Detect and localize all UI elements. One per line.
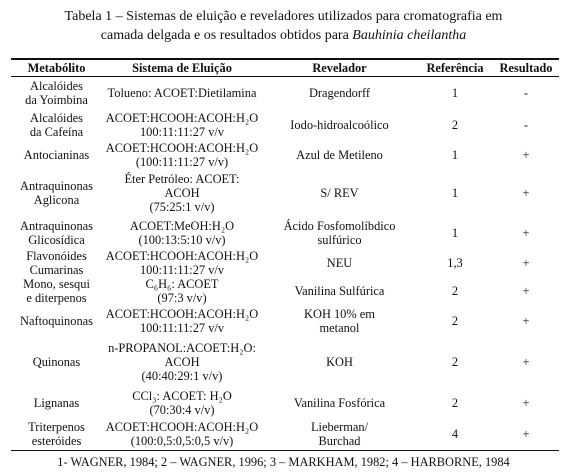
cell-metabolito: Alcalóides da Cafeína xyxy=(29,110,84,139)
cell-resultado: - xyxy=(523,117,529,132)
header-resultado: Resultado xyxy=(493,59,559,77)
cell-resultado: - xyxy=(523,85,529,100)
cell-resultado: + xyxy=(493,419,559,451)
cell-revelador: S/ REV xyxy=(320,185,359,200)
cell-revelador: Ácido Fosfomolíbdico sulfúrico xyxy=(283,218,396,247)
cell-metabolito: Alcalóides da Yoimbina xyxy=(25,78,88,107)
cell-referencia: 2 xyxy=(451,283,459,298)
caption-line-2-text: camada delgada e os resultados obtidos para xyxy=(100,28,353,43)
cell-sistema: ACOET:MeOH:H₂O (100:13:5:10 v/v) xyxy=(129,218,235,247)
table-row xyxy=(11,141,559,169)
cell-metabolito: Antraquinonas Glicosídica xyxy=(20,218,93,247)
cell-revelador: Lieberman/ Burchad xyxy=(262,419,417,451)
cell-resultado: + xyxy=(522,395,530,410)
table-row xyxy=(11,249,559,277)
table-row xyxy=(11,109,559,141)
table-caption xyxy=(0,7,567,45)
cell-referencia: 2 xyxy=(451,354,459,369)
cell-resultado: + xyxy=(522,354,530,369)
header-revelador: Revelador xyxy=(262,59,417,77)
cell-referencia: 2 xyxy=(451,117,459,132)
cell-revelador: Azul de Metileno xyxy=(296,147,383,162)
cell-sistema: n-PROPANOL:ACOET:H₂O: ACOH (40:40:29:1 v/v) xyxy=(108,340,256,383)
cell-sistema: C₆H₆: ACOET (97:3 v/v) xyxy=(145,276,219,305)
cell-sistema: ACOET:HCOOH:ACOH:H₂O 100:11:11:27 v/v xyxy=(105,248,259,277)
header-sistema: Sistema de Eluição xyxy=(102,59,262,77)
cell-sistema: ACOET:HCOOH:ACOH:H₂O (100:0,5:0,5:0,5 v/v) xyxy=(102,419,262,451)
cell-referencia: 1 xyxy=(451,147,459,162)
cell-sistema: Éter Petróleo: ACOET: ACOH (75:25:1 v/v) xyxy=(124,171,240,214)
header-referencia: Referência xyxy=(417,59,493,77)
cell-resultado: + xyxy=(522,255,530,270)
cell-sistema: CCl₃: ACOET: H₂O (70:30:4 v/v) xyxy=(132,388,232,417)
cell-referencia: 4 xyxy=(417,419,493,451)
table-row xyxy=(11,169,559,217)
cell-revelador: KOH xyxy=(326,354,353,369)
header-metabolito: Metabólito xyxy=(11,59,102,77)
cell-referencia: 2 xyxy=(451,395,459,410)
cell-metabolito: Mono, sesqui e diterpenos xyxy=(23,276,90,305)
cell-resultado: + xyxy=(522,313,530,328)
cell-referencia: 1 xyxy=(451,85,459,100)
table-row xyxy=(11,387,559,419)
table-row xyxy=(11,337,559,387)
cell-sistema: ACOET:HCOOH:ACOH:H₂O 100:11:11:27 v/v xyxy=(105,110,259,139)
cell-sistema: Tolueno: ACOET:Dietilamina xyxy=(107,85,257,100)
cell-referencia: 1 xyxy=(451,185,459,200)
table-row xyxy=(11,277,559,305)
table-header-row xyxy=(11,59,559,77)
cell-referencia: 1 xyxy=(451,225,459,240)
cell-referencia: 1,3 xyxy=(447,255,463,270)
cell-revelador: Dragendorff xyxy=(308,85,370,100)
cell-metabolito: Antraquinonas Aglicona xyxy=(20,178,93,207)
cell-revelador: Vanilina Fosfórica xyxy=(293,395,386,410)
cell-resultado: + xyxy=(522,147,530,162)
table-row xyxy=(11,77,559,109)
cell-metabolito: Antocianinas xyxy=(23,147,90,162)
table-row xyxy=(11,305,559,337)
cell-sistema: ACOET:HCOOH:ACOH:H₂O 100:11:11:27 v/v xyxy=(105,306,259,335)
cell-resultado: + xyxy=(522,225,530,240)
cell-metabolito: Flavonóides Cumarinas xyxy=(26,248,87,277)
table-body xyxy=(11,77,559,451)
caption-line-1: Tabela 1 – Sistemas de eluição e reveladores utilizados para cromatografia em xyxy=(64,9,503,24)
table-row xyxy=(11,217,559,249)
cell-revelador: Vanilina Sulfúrica xyxy=(294,283,385,298)
cell-revelador: KOH 10% em metanol xyxy=(304,306,375,335)
references-footnote: 1- WAGNER, 1984; 2 – WAGNER, 1996; 3 – MARKHAM, 1982; 4 – HARBORNE, 1984 xyxy=(57,455,510,469)
table-row xyxy=(11,419,559,451)
cell-metabolito: Naftoquinonas xyxy=(20,313,93,328)
cell-metabolito: Lignanas xyxy=(33,395,80,410)
cell-metabolito: Triterpenos esteróides xyxy=(11,419,102,451)
cell-resultado: + xyxy=(522,185,530,200)
cell-resultado: + xyxy=(522,283,530,298)
caption-species: Bauhinia cheilantha xyxy=(352,28,467,43)
cell-revelador: NEU xyxy=(326,255,353,270)
cell-metabolito: Quinonas xyxy=(32,354,81,369)
cell-referencia: 2 xyxy=(451,313,459,328)
cell-revelador: Iodo-hidroalcoólico xyxy=(290,117,389,132)
cell-sistema: ACOET:HCOOH:ACOH:H₂O (100:11:11:27 v/v) xyxy=(105,140,259,169)
caption-line-2 xyxy=(0,26,567,45)
results-table xyxy=(11,58,559,451)
